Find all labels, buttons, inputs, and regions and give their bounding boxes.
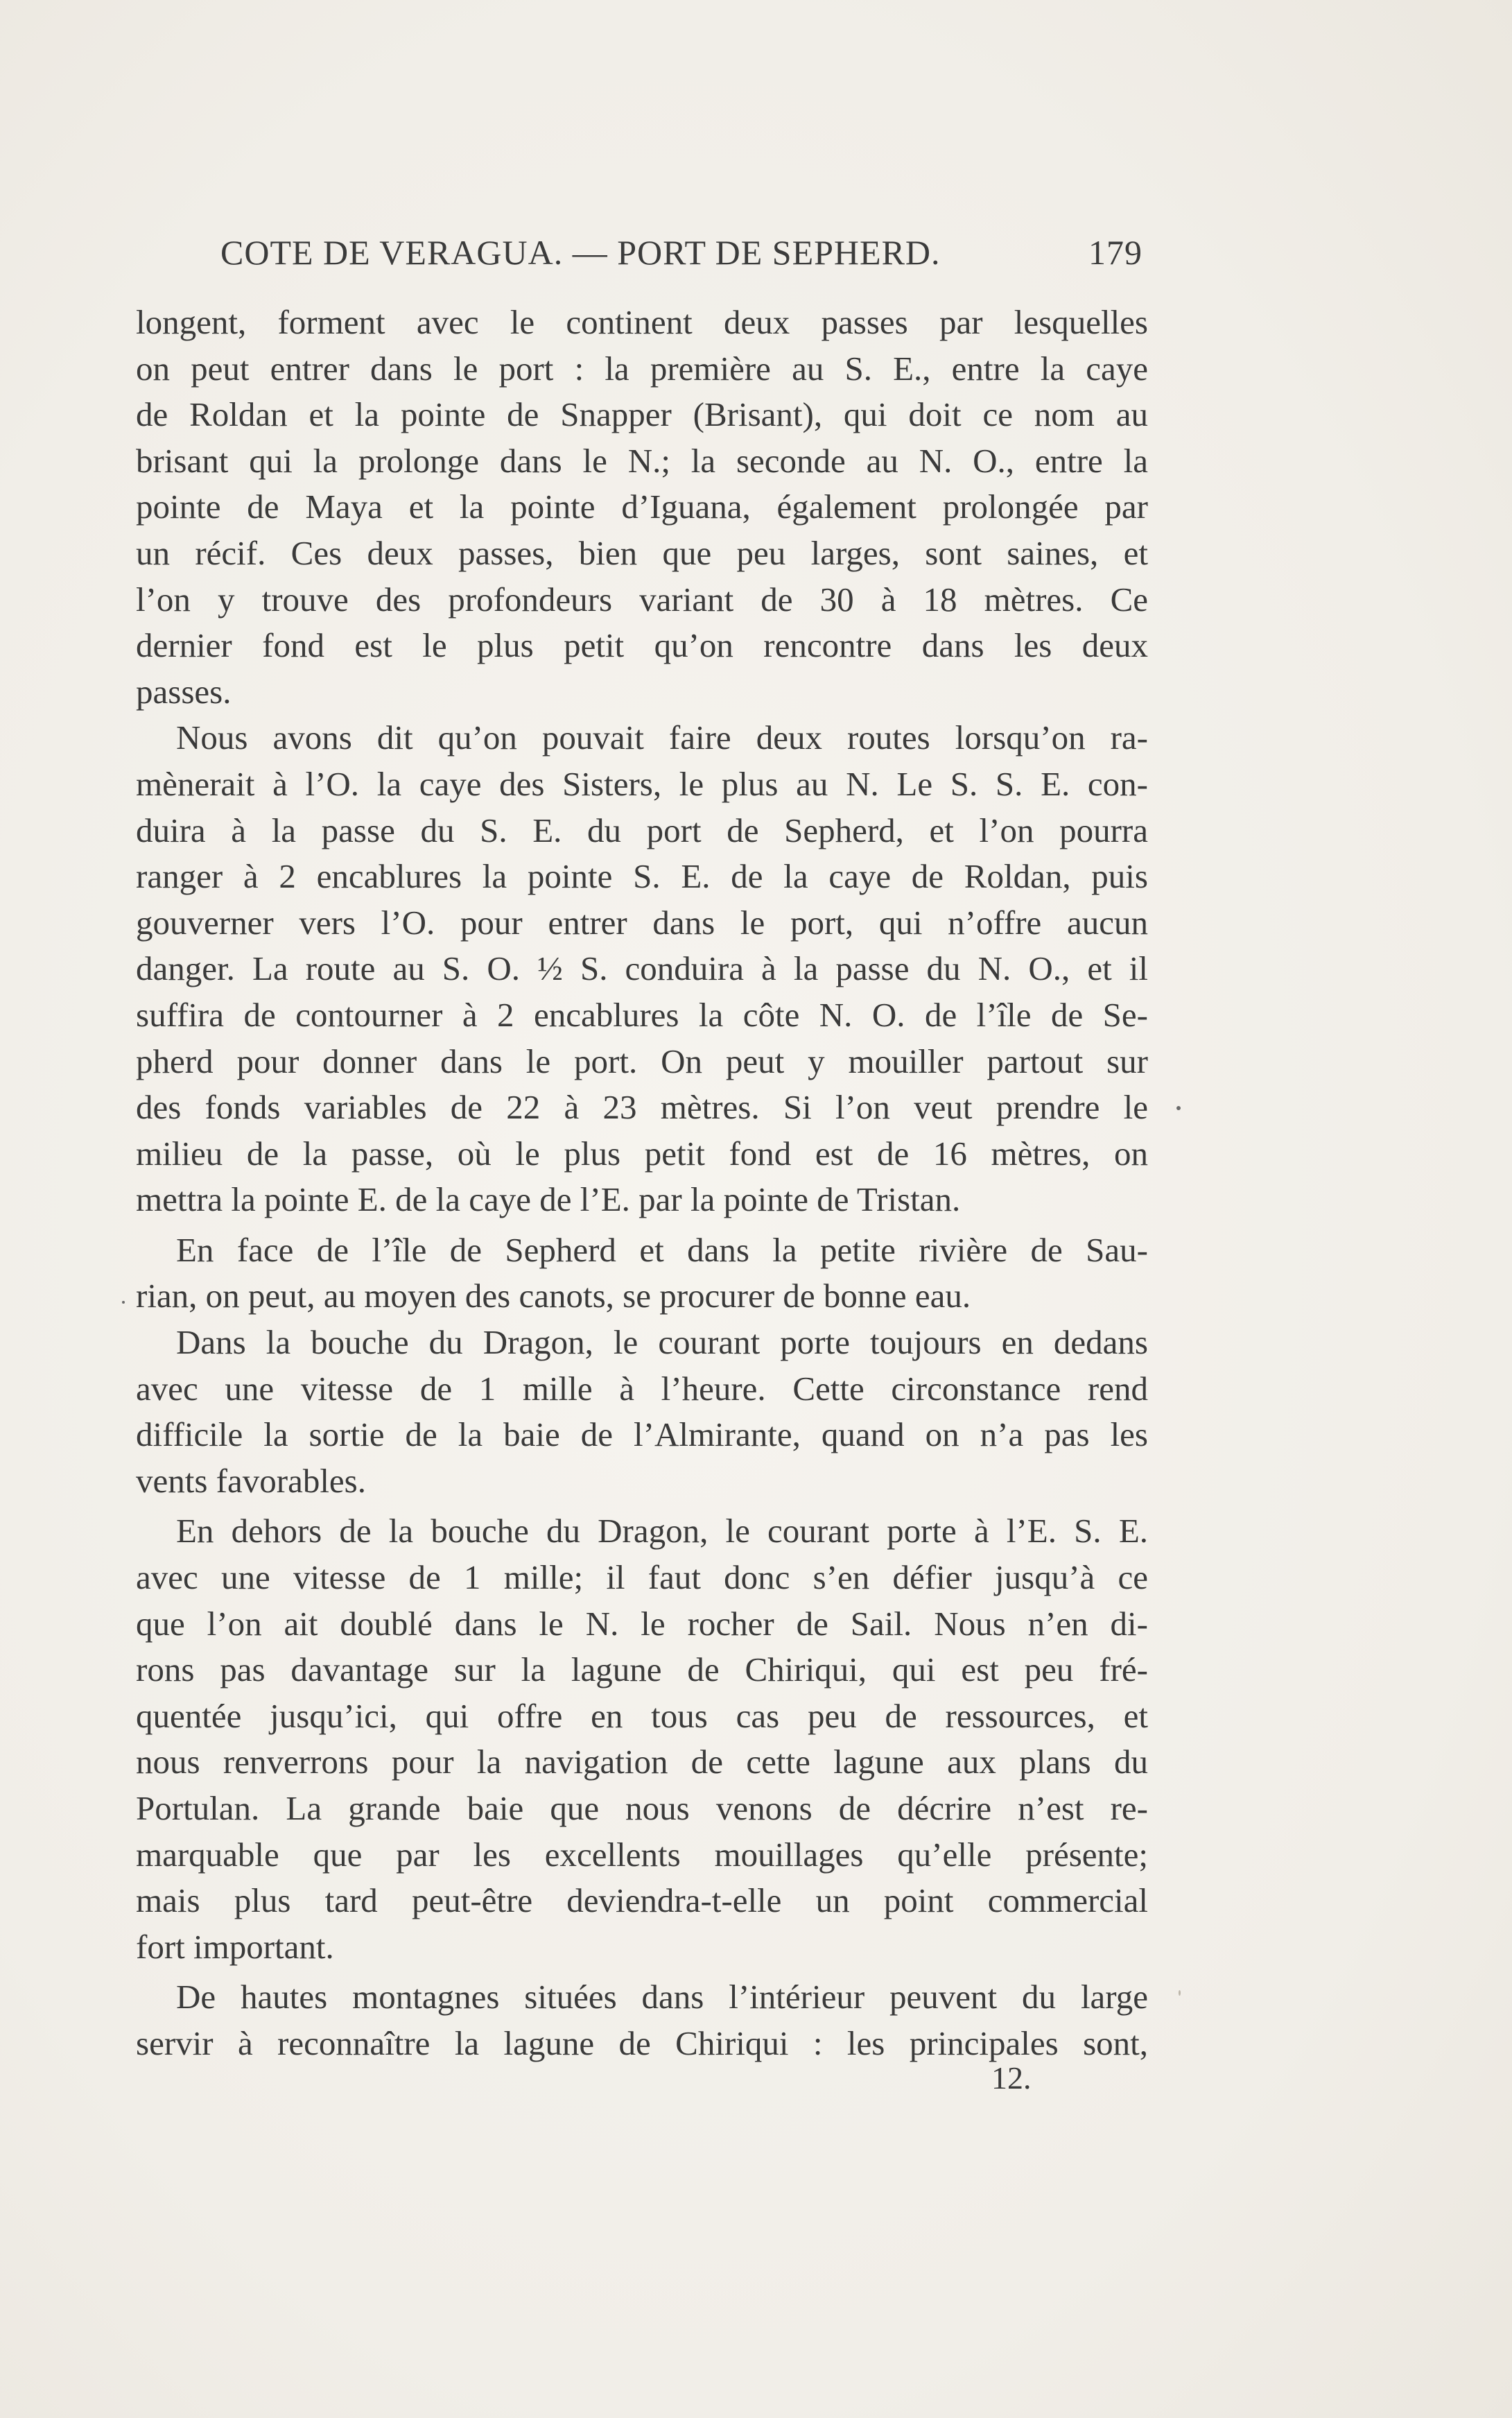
text-line: milieu de la passe, où le plus petit fond est de 16 mètres, on (136, 1134, 1148, 1173)
text-line: quentée jusqu’ici, qui offre en tous cas peu de ressources, et (136, 1696, 1148, 1735)
text-line: rons pas davantage sur la lagune de Chiriqui, qui est peu fré- (136, 1650, 1148, 1689)
text-line: vents favorables. (136, 1461, 366, 1500)
text-line: suffira de contourner à 2 encablures la côte N. O. de l’île de Se- (136, 995, 1148, 1034)
text-line: on peut entrer dans le port : la première au S. E., entre la caye (136, 349, 1148, 388)
text-line: duira à la passe du S. E. du port de Sepherd, et l’on pourra (136, 811, 1148, 849)
ink-speck (1179, 1990, 1181, 1996)
text-line: En face de l’île de Sepherd et dans la petite rivière de Sau- (176, 1230, 1148, 1269)
text-line: Portulan. La grande baie que nous venons de décrire n’est re- (136, 1789, 1148, 1827)
text-line: En dehors de la bouche du Dragon, le courant porte à l’E. S. E. (176, 1512, 1148, 1551)
text-line: passes. (136, 672, 232, 711)
ink-speck (122, 1301, 125, 1304)
paragraph-6 (136, 1974, 1148, 2066)
text-line: mènerait à l’O. la caye des Sisters, le plus au N. Le S. S. E. con- (136, 764, 1148, 803)
text-line: Dans la bouche du Dragon, le courant porte toujours en dedans (176, 1323, 1148, 1362)
text-line: marquable que par les excellents mouillages qu’elle présente; (136, 1835, 1148, 1874)
text-line: De hautes montagnes situées dans l’intérieur peuvent du large (176, 1978, 1148, 2017)
text-line: dernier fond est le plus petit qu’on rencontre dans les deux (136, 626, 1148, 665)
text-line: danger. La route au S. O. ½ S. conduira à la passe du N. O., et il (136, 949, 1148, 988)
text-line: que l’on ait doublé dans le N. le rocher de Sail. Nous n’en di- (136, 1604, 1148, 1643)
text-line: rian, on peut, au moyen des canots, se procurer de bonne eau. (136, 1277, 971, 1315)
paragraph-3 (136, 1227, 1148, 1320)
text-line: mais plus tard peut-être deviendra-t-elle un point commercial (136, 1881, 1148, 1920)
text-line: pointe de Maya et la pointe d’Iguana, également prolongée par (136, 487, 1148, 526)
text-line: nous renverrons pour la navigation de cette lagune aux plans du (136, 1743, 1148, 1781)
text-line: de Roldan et la pointe de Snapper (Brisant), qui doit ce nom au (136, 395, 1148, 434)
paragraph-5 (136, 1508, 1148, 1970)
paragraph-1 (136, 300, 1148, 715)
text-line: fort important. (136, 1927, 334, 1966)
text-line: mettra la pointe E. de la caye de l’E. par la pointe de Tristan. (136, 1180, 961, 1219)
paragraph-4 (136, 1320, 1148, 1504)
paragraph-2 (136, 715, 1148, 1223)
show-through-margin-note (1241, 305, 1380, 326)
text-line: avec une vitesse de 1 mille à l’heure. Cette circonstance rend (136, 1369, 1148, 1408)
page-number: 179 (1088, 233, 1142, 272)
text-line: gouverner vers l’O. pour entrer dans le port, qui n’offre aucun (136, 903, 1148, 942)
text-line: servir à reconnaître la lagune de Chiriqui : les principales sont, (136, 2023, 1148, 2062)
running-head (220, 232, 1142, 274)
text-line: brisant qui la prolonge dans le N.; la seconde au N. O., entre la (136, 441, 1148, 480)
text-line: longent, forment avec le continent deux passes par lesquelles (136, 303, 1148, 341)
text-line: des fonds variables de 22 à 23 mètres. Si l’on veut prendre le (136, 1088, 1148, 1127)
signature-mark: 12. (991, 2060, 1032, 2096)
running-head-title: COTE DE VERAGUA. — PORT DE SEPHERD. (220, 233, 941, 272)
text-line: difficile la sortie de la baie de l’Almirante, quand on n’a pas les (136, 1415, 1148, 1454)
text-line: un récif. Ces deux passes, bien que peu larges, sont saines, et (136, 533, 1148, 572)
text-line: pherd pour donner dans le port. On peut y mouiller partout sur (136, 1042, 1148, 1080)
text-line: Nous avons dit qu’on pouvait faire deux routes lorsqu’on ra- (176, 718, 1148, 757)
ink-speck (1176, 1106, 1181, 1110)
text-line: ranger à 2 encablures la pointe S. E. de la caye de Roldan, puis (136, 857, 1148, 896)
body-text (136, 300, 1148, 2067)
text-line: l’on y trouve des profondeurs variant de 30 à 18 mètres. Ce (136, 580, 1148, 619)
text-line: avec une vitesse de 1 mille; il faut donc s’en défier jusqu’à ce (136, 1558, 1148, 1597)
